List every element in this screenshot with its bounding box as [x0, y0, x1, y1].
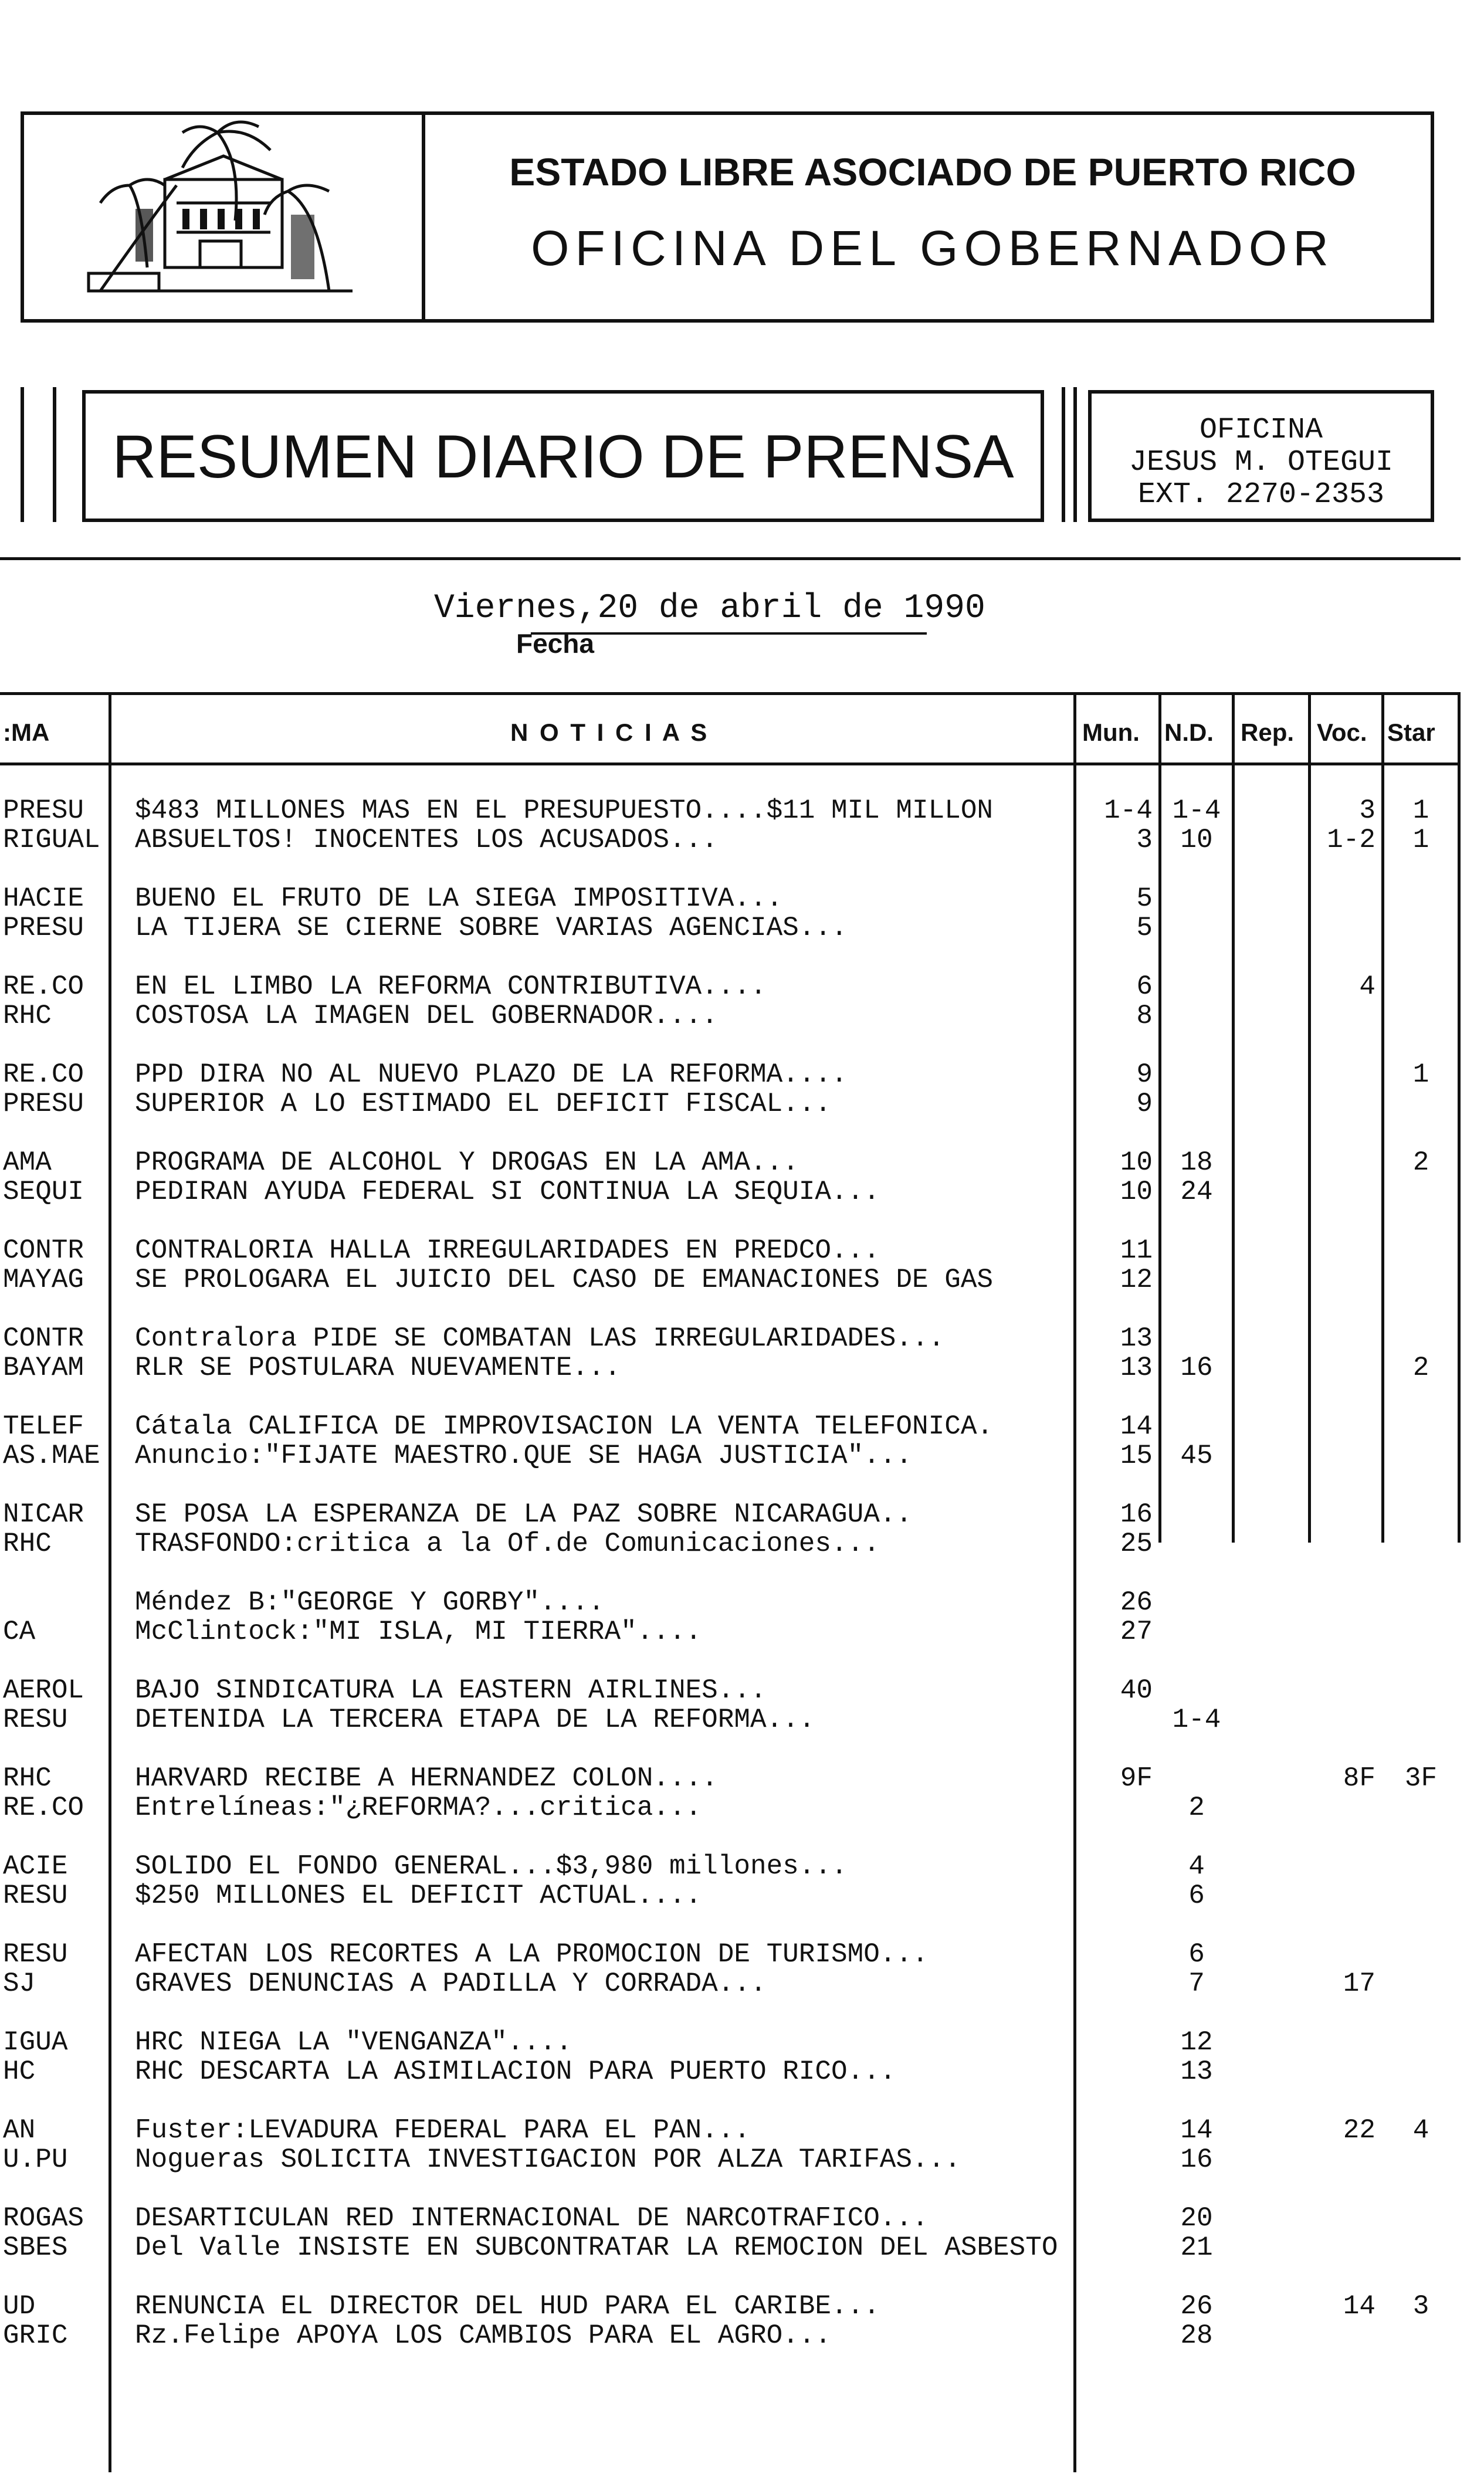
column-header-mun: Mun. — [1082, 719, 1140, 746]
building-palm-illustration-icon — [24, 115, 422, 319]
cell-noticia: BUENO EL FRUTO DE LA SIEGA IMPOSITIVA... — [135, 883, 783, 914]
cell-voc: 4 — [1359, 971, 1375, 1002]
cell-noticia: LA TIJERA SE CIERNE SOBRE VARIAS AGENCIAS... — [135, 913, 848, 943]
table-row — [0, 2232, 1461, 2263]
cell-mun: 3 — [1136, 825, 1153, 855]
cell-mun: 9F — [1120, 1763, 1153, 1794]
cell-mun: 27 — [1120, 1617, 1153, 1647]
cell-nd: 28 — [1180, 2320, 1213, 2351]
decorative-bar — [1073, 387, 1077, 522]
table-header-rule — [0, 763, 1461, 765]
column-header-nd: N.D. — [1164, 719, 1214, 746]
cell-nd: 10 — [1180, 825, 1213, 855]
cell-noticia: RHC DESCARTA LA ASIMILACION PARA PUERTO RICO... — [135, 2056, 896, 2087]
cell-noticia: SE POSA LA ESPERANZA DE LA PAZ SOBRE NICARAGUA.. — [135, 1499, 913, 1530]
cell-tema: RESU — [3, 1880, 68, 1911]
cell-nd: 45 — [1180, 1441, 1213, 1471]
cell-noticia: HARVARD RECIBE A HERNANDEZ COLON.... — [135, 1763, 718, 1794]
cell-noticia: Anuncio:"FIJATE MAESTRO.QUE SE HAGA JUSTICIA"... — [135, 1441, 913, 1471]
cell-tema: TELEF — [3, 1411, 84, 1442]
cell-star: 3F — [1404, 1763, 1438, 1794]
cell-mun: 13 — [1120, 1323, 1153, 1354]
cell-tema: RIGUAL — [3, 825, 100, 855]
cell-tema: RE.CO — [3, 971, 84, 1002]
table-row — [0, 2114, 1461, 2146]
cell-nd: 1-4 — [1172, 1704, 1221, 1735]
table-row — [0, 1499, 1461, 1530]
cell-nd: 6 — [1188, 1880, 1205, 1911]
table-row — [0, 1704, 1461, 1736]
table-row — [0, 1323, 1461, 1354]
cell-mun: 12 — [1120, 1265, 1153, 1295]
table-row — [0, 1176, 1461, 1208]
cell-tema: RESU — [3, 1704, 68, 1735]
cell-tema: PRESU — [3, 1089, 84, 1119]
table-row — [0, 2026, 1461, 2058]
cell-noticia: EN EL LIMBO LA REFORMA CONTRIBUTIVA.... — [135, 971, 767, 1002]
cell-voc: 8F — [1343, 1763, 1375, 1794]
cell-voc: 14 — [1343, 2291, 1375, 2322]
cell-mun: 5 — [1136, 883, 1153, 914]
cell-noticia: ABSUELTOS! INOCENTES LOS ACUSADOS... — [135, 825, 718, 855]
cell-nd: 1-4 — [1172, 795, 1221, 826]
cell-noticia: Contralora PIDE SE COMBATAN LAS IRREGULARIDADES... — [135, 1323, 945, 1354]
cell-noticia: TRASFONDO:critica a la Of.de Comunicaciones... — [135, 1529, 880, 1559]
office-name: OFICINA DEL GOBERNADOR — [531, 221, 1334, 276]
cell-mun: 1-4 — [1104, 795, 1153, 826]
cell-tema: HACIE — [3, 883, 84, 914]
table-row — [0, 2202, 1461, 2234]
cell-tema: CONTR — [3, 1235, 84, 1266]
cell-nd: 12 — [1180, 2027, 1213, 2058]
cell-noticia: SUPERIOR A LO ESTIMADO EL DEFICIT FISCAL... — [135, 1089, 831, 1119]
cell-noticia: AFECTAN LOS RECORTES A LA PROMOCION DE TURISMO... — [135, 1939, 929, 1970]
cell-star: 2 — [1412, 1353, 1429, 1383]
cell-noticia: Nogueras SOLICITA INVESTIGACION POR ALZA TARIFAS... — [135, 2144, 961, 2175]
cell-mun: 11 — [1120, 1235, 1153, 1266]
cell-voc: 1-2 — [1327, 825, 1375, 855]
cell-noticia: Cátala CALIFICA DE IMPROVISACION LA VENTA TELEFONICA. — [135, 1411, 994, 1442]
column-header-noticias: N O T I C I A S — [510, 719, 710, 746]
table-row — [0, 2056, 1461, 2087]
cell-tema: RHC — [3, 1763, 52, 1794]
cell-tema: SJ — [3, 1968, 36, 1999]
table-row — [0, 1851, 1461, 1882]
cell-tema: NICAR — [3, 1499, 84, 1530]
cell-star: 3 — [1412, 2291, 1429, 2322]
cell-tema: U.PU — [3, 2144, 68, 2175]
cell-tema: CONTR — [3, 1323, 84, 1354]
contact-ext: EXT. 2270-2353 — [1137, 478, 1385, 511]
cell-tema: SBES — [3, 2232, 68, 2263]
cell-nd: 4 — [1188, 1851, 1205, 1882]
cell-mun: 14 — [1120, 1411, 1153, 1442]
contact-label: OFICINA — [1199, 414, 1323, 447]
cell-noticia: PPD DIRA NO AL NUEVO PLAZO DE LA REFORMA.... — [135, 1059, 848, 1090]
table-row — [0, 2320, 1461, 2351]
cell-noticia: COSTOSA LA IMAGEN DEL GOBERNADOR.... — [135, 1001, 718, 1031]
table-row — [0, 912, 1461, 944]
cell-voc: 3 — [1359, 795, 1375, 826]
cell-tema: RE.CO — [3, 1792, 84, 1823]
cell-nd: 21 — [1180, 2232, 1213, 2263]
decorative-bar — [21, 387, 24, 522]
cell-noticia: Fuster:LEVADURA FEDERAL PARA EL PAN... — [135, 2115, 750, 2146]
cell-tema: AEROL — [3, 1675, 84, 1706]
table-row — [0, 1880, 1461, 1912]
cell-noticia: BAJO SINDICATURA LA EASTERN AIRLINES... — [135, 1675, 767, 1706]
table-row — [0, 824, 1461, 856]
cell-tema: ROGAS — [3, 2203, 84, 2234]
cell-tema: RHC — [3, 1001, 52, 1031]
cell-noticia: GRAVES DENUNCIAS A PADILLA Y CORRADA... — [135, 1968, 767, 1999]
cell-star: 1 — [1412, 825, 1429, 855]
cell-tema: UD — [3, 2291, 36, 2322]
table-row — [0, 795, 1461, 826]
cell-tema: SEQUI — [3, 1177, 84, 1207]
table-row — [0, 1675, 1461, 1706]
cell-tema: HC — [3, 2056, 36, 2087]
table-row — [0, 1616, 1461, 1648]
state-name: ESTADO LIBRE ASOCIADO DE PUERTO RICO — [509, 150, 1356, 194]
table-row — [0, 1264, 1461, 1296]
column-header-star: Star — [1387, 719, 1435, 746]
cell-tema: CA — [3, 1617, 36, 1647]
cell-star: 1 — [1412, 1059, 1429, 1090]
cell-tema: AS.MAE — [3, 1441, 100, 1471]
cell-nd: 14 — [1180, 2115, 1213, 2146]
cell-nd: 24 — [1180, 1177, 1213, 1207]
cell-mun: 40 — [1120, 1675, 1153, 1706]
cell-noticia: Entrelíneas:"¿REFORMA?...critica... — [135, 1792, 702, 1823]
cell-nd: 2 — [1188, 1792, 1205, 1823]
cell-mun: 10 — [1120, 1177, 1153, 1207]
cell-star: 4 — [1412, 2115, 1429, 2146]
cell-tema: AMA — [3, 1147, 52, 1178]
cell-noticia: $250 MILLONES EL DEFICIT ACTUAL.... — [135, 1880, 702, 1911]
decorative-bar — [53, 387, 56, 522]
table-row — [0, 1939, 1461, 1970]
cell-noticia: $483 MILLONES MAS EN EL PRESUPUESTO....$11 MIL MILLON — [135, 795, 994, 826]
cell-mun: 9 — [1136, 1059, 1153, 1090]
cell-tema: BAYAM — [3, 1353, 84, 1383]
table-row — [0, 1792, 1461, 1824]
cell-noticia: PEDIRAN AYUDA FEDERAL SI CONTINUA LA SEQUIA... — [135, 1177, 880, 1207]
cell-noticia: PROGRAMA DE ALCOHOL Y DROGAS EN LA AMA... — [135, 1147, 799, 1178]
table-row — [0, 2290, 1461, 2322]
cell-nd: 6 — [1188, 1939, 1205, 1970]
column-header-voc: Voc. — [1317, 719, 1367, 746]
date-label: Fecha — [516, 628, 594, 659]
cell-tema: PRESU — [3, 795, 84, 826]
table-row — [0, 1763, 1461, 1794]
cell-noticia: McClintock:"MI ISLA, MI TIERRA".... — [135, 1617, 702, 1647]
divider — [0, 557, 1461, 560]
logo-frame — [21, 111, 425, 323]
cell-noticia: Del Valle INSISTE EN SUBCONTRATAR LA REMOCION DEL ASBESTO — [135, 2232, 1058, 2263]
table-row — [0, 1352, 1461, 1384]
cell-tema: ACIE — [3, 1851, 68, 1882]
cell-nd: 26 — [1180, 2291, 1213, 2322]
table-row — [0, 1440, 1461, 1472]
column-header-rep: Rep. — [1241, 719, 1295, 746]
cell-nd: 20 — [1180, 2203, 1213, 2234]
cell-mun: 25 — [1120, 1529, 1153, 1559]
cell-mun: 6 — [1136, 971, 1153, 1002]
table-row — [0, 2144, 1461, 2175]
table-row — [0, 1088, 1461, 1120]
cell-mun: 10 — [1120, 1147, 1153, 1178]
cell-noticia: CONTRALORIA HALLA IRREGULARIDADES EN PREDCO... — [135, 1235, 880, 1266]
cell-voc: 17 — [1343, 1968, 1375, 1999]
cell-noticia: SE PROLOGARA EL JUICIO DEL CASO DE EMANACIONES DE GAS — [135, 1265, 994, 1295]
table-row — [0, 1059, 1461, 1090]
cell-tema: RESU — [3, 1939, 68, 1970]
table-top-rule — [0, 692, 1461, 695]
cell-tema: MAYAG — [3, 1265, 84, 1295]
table-row — [0, 1528, 1461, 1560]
cell-mun: 16 — [1120, 1499, 1153, 1530]
cell-mun: 26 — [1120, 1587, 1153, 1618]
cell-mun: 8 — [1136, 1001, 1153, 1031]
cell-mun: 9 — [1136, 1089, 1153, 1119]
cell-tema: RE.CO — [3, 1059, 84, 1090]
cell-mun: 13 — [1120, 1353, 1153, 1383]
table-row — [0, 1147, 1461, 1178]
decorative-bar — [1062, 387, 1065, 522]
cell-noticia: RLR SE POSTULARA NUEVAMENTE... — [135, 1353, 621, 1383]
cell-star: 1 — [1412, 795, 1429, 826]
table-row — [0, 971, 1461, 1002]
cell-nd: 7 — [1188, 1968, 1205, 1999]
table-row — [0, 1587, 1461, 1618]
cell-noticia: HRC NIEGA LA "VENGANZA".... — [135, 2027, 572, 2058]
table-row — [0, 1968, 1461, 2000]
cell-tema: IGUA — [3, 2027, 68, 2058]
cell-mun: 15 — [1120, 1441, 1153, 1471]
table-row — [0, 1411, 1461, 1442]
cell-noticia: DESARTICULAN RED INTERNACIONAL DE NARCOTRAFICO... — [135, 2203, 929, 2234]
cell-noticia: Rz.Felipe APOYA LOS CAMBIOS PARA EL AGRO... — [135, 2320, 831, 2351]
cell-noticia: SOLIDO EL FONDO GENERAL...$3,980 millones... — [135, 1851, 848, 1882]
cell-nd: 18 — [1180, 1147, 1213, 1178]
cell-voc: 22 — [1343, 2115, 1375, 2146]
cell-tema: AN — [3, 2115, 36, 2146]
cell-tema: GRIC — [3, 2320, 68, 2351]
cell-mun: 5 — [1136, 913, 1153, 943]
cell-noticia: Méndez B:"GEORGE Y GORBY".... — [135, 1587, 605, 1618]
table-row — [0, 1000, 1461, 1032]
cell-star: 2 — [1412, 1147, 1429, 1178]
cell-nd: 16 — [1180, 2144, 1213, 2175]
column-header-tema: :MA — [3, 719, 50, 746]
cell-noticia: RENUNCIA EL DIRECTOR DEL HUD PARA EL CARIBE... — [135, 2291, 880, 2322]
cell-nd: 16 — [1180, 1353, 1213, 1383]
cell-nd: 13 — [1180, 2056, 1213, 2087]
summary-title: RESUMEN DIARIO DE PRENSA — [112, 423, 1014, 491]
cell-noticia: DETENIDA LA TERCERA ETAPA DE LA REFORMA... — [135, 1704, 815, 1735]
table-row — [0, 883, 1461, 914]
date-value: Viernes,20 de abril de 1990 — [434, 589, 985, 628]
contact-name: JESUS M. OTEGUI — [1129, 446, 1394, 479]
cell-tema: RHC — [3, 1529, 52, 1559]
cell-tema: PRESU — [3, 913, 84, 943]
table-row — [0, 1235, 1461, 1266]
